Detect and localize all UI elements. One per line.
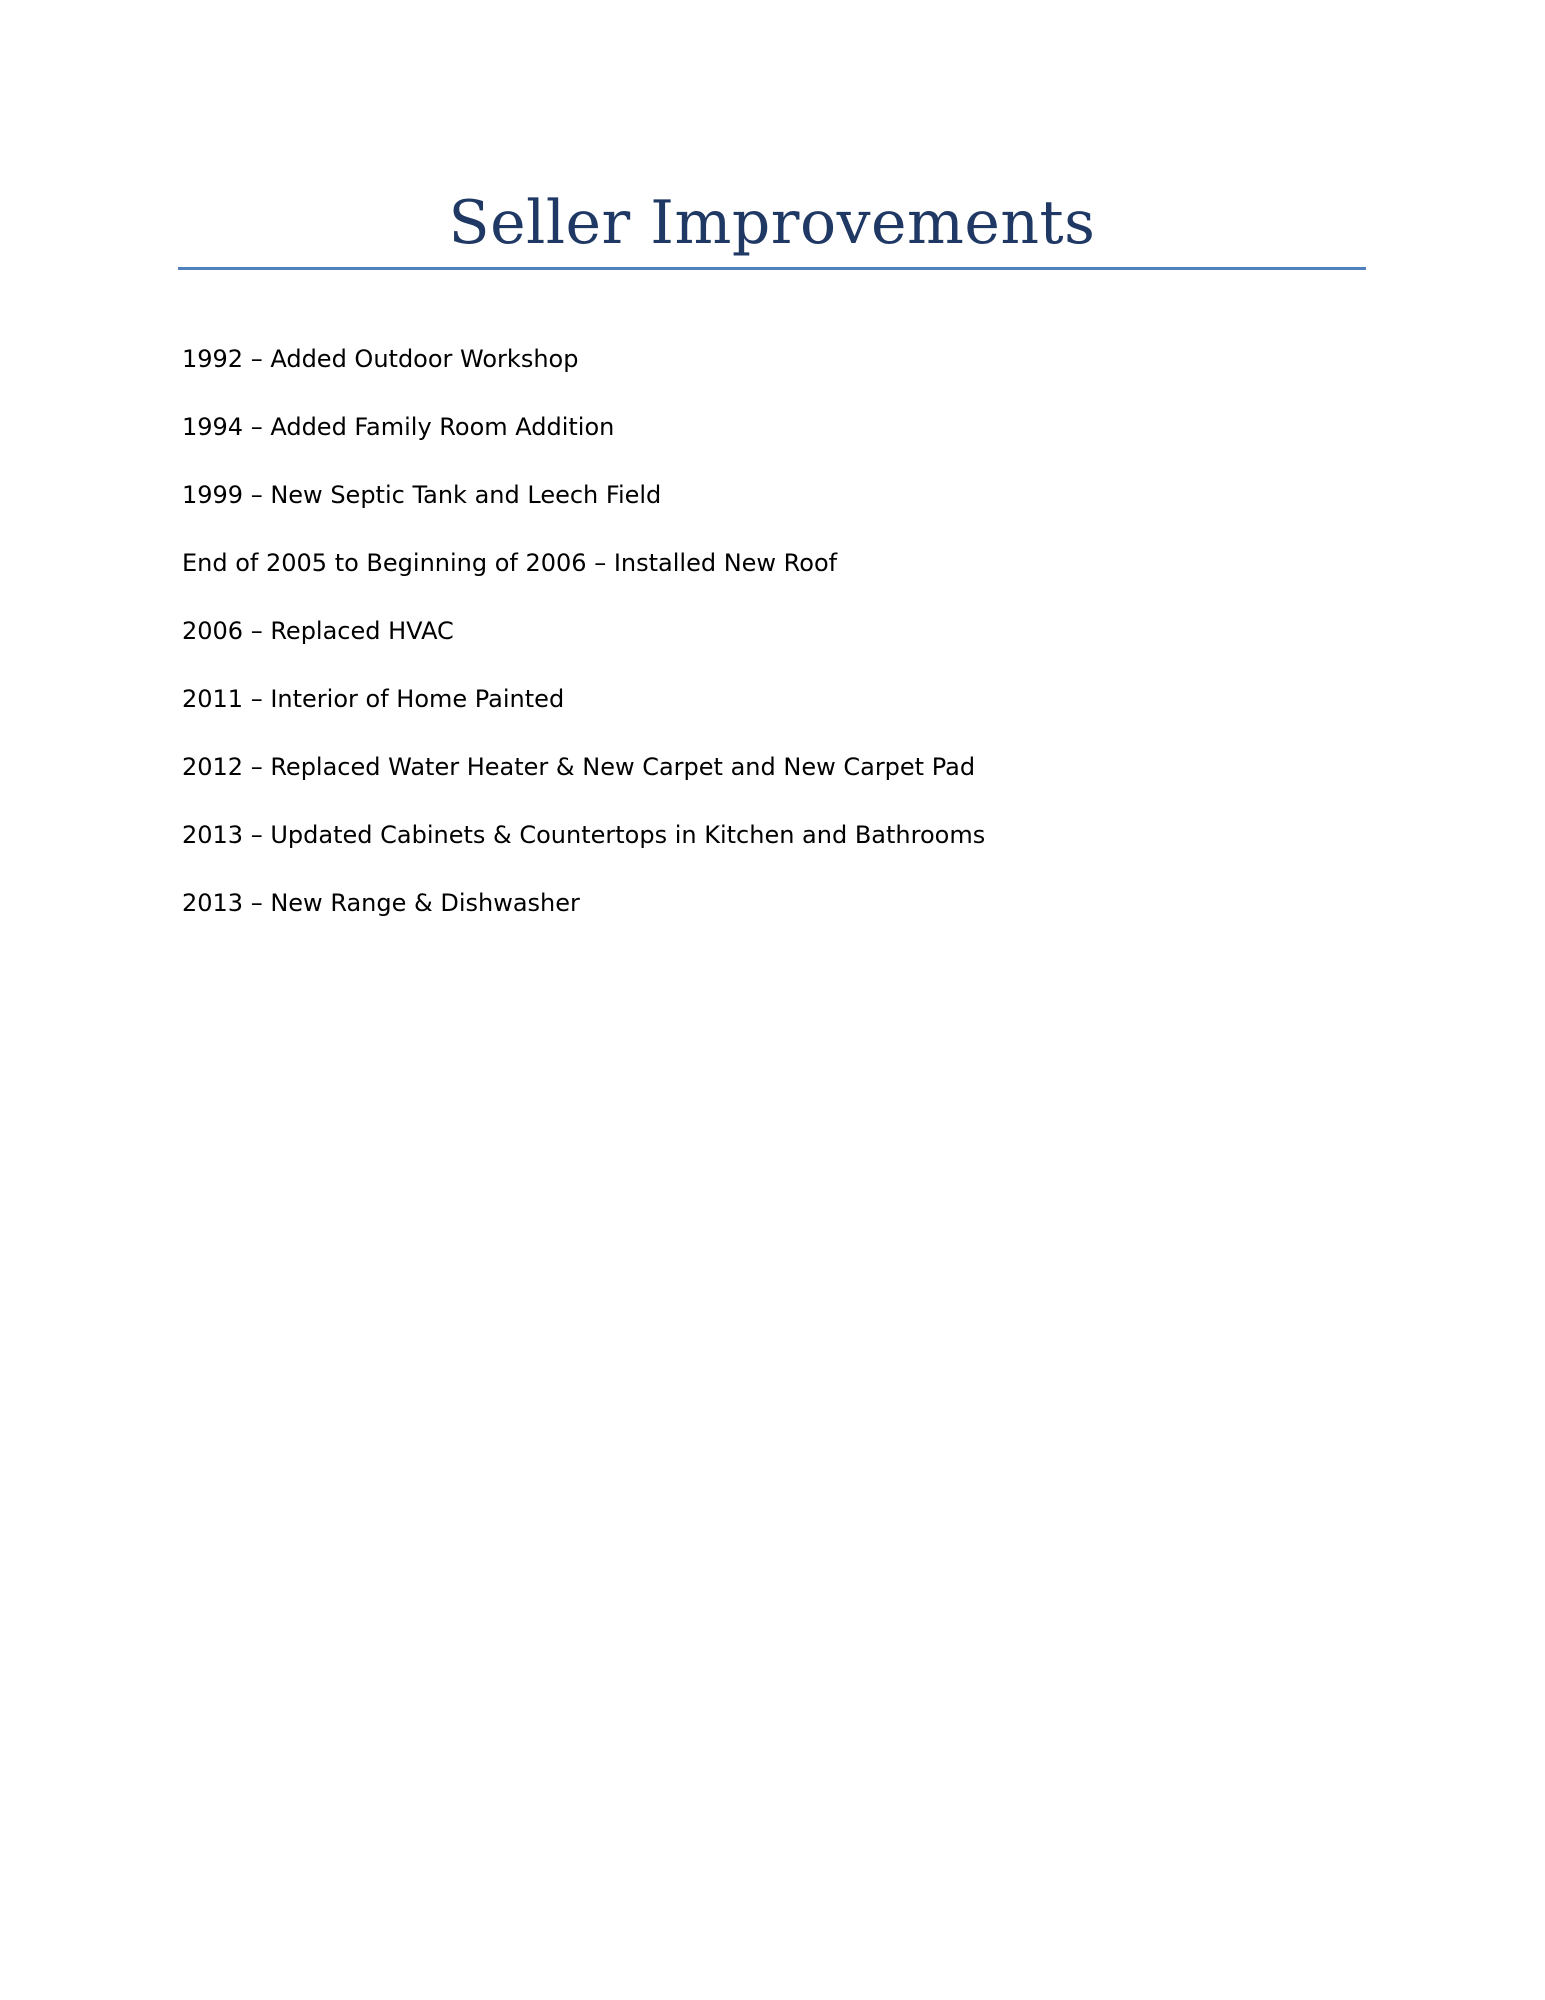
list-item: 2013 – New Range & Dishwasher (182, 889, 580, 917)
list-item: 2013 – Updated Cabinets & Countertops in Kitchen and Bathrooms (182, 821, 986, 849)
title-underline (178, 267, 1366, 270)
list-item: 1999 – New Septic Tank and Leech Field (182, 481, 662, 509)
list-item: 1994 – Added Family Room Addition (182, 413, 615, 441)
list-item: 2012 – Replaced Water Heater & New Carpet and New Carpet Pad (182, 753, 976, 781)
page-title: Seller Improvements (448, 188, 1096, 258)
list-item: 2006 – Replaced HVAC (182, 617, 454, 645)
improvements-list (182, 342, 985, 954)
list-item: 2011 – Interior of Home Painted (182, 685, 565, 713)
list-item: End of 2005 to Beginning of 2006 – Installed New Roof (182, 549, 838, 577)
list-item: 1992 – Added Outdoor Workshop (182, 345, 579, 373)
